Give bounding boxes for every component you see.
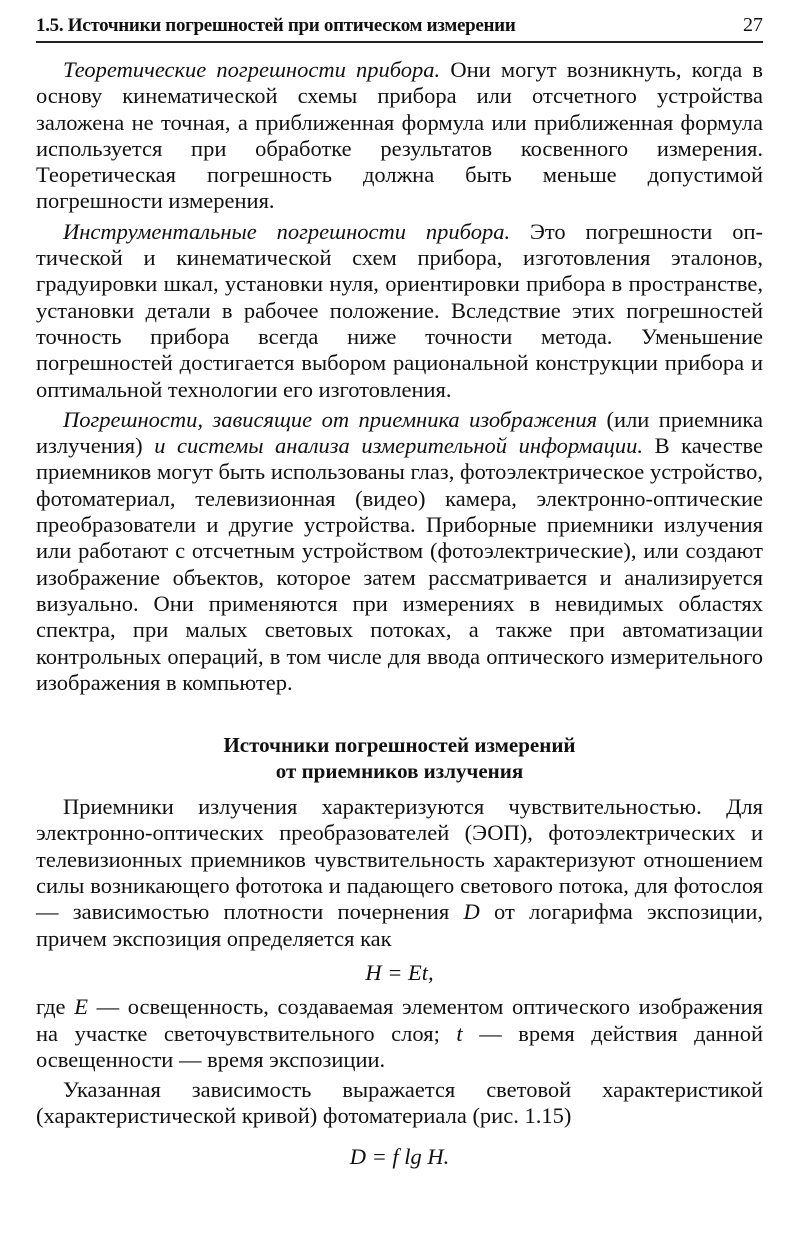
formula-exposure: H = Et, bbox=[365, 959, 434, 985]
paragraph-text: Приемники излучения характеризуются чувствительностью. Для электронно-оптических преобразователей (ЭОП), фотоэлектрических и телевизионных приемников чувствительность характеризуют отношением силы возникающего фототока и падающего светового потока, для фотослоя — зависимостью плотности почернения bbox=[36, 794, 763, 925]
paragraph-lead: Теоретические погрешности прибора. bbox=[63, 57, 441, 82]
paragraph-text: где bbox=[36, 994, 75, 1020]
paragraph-text: — время действия данной освещенности — время экспозиции. bbox=[36, 1020, 763, 1072]
paragraph-text: от логарифма экспозиции, причем экспозиция определяется как bbox=[36, 899, 763, 951]
document-page bbox=[36, 14, 763, 1178]
math-symbol: t bbox=[456, 1020, 463, 1046]
page-number: 27 bbox=[743, 14, 763, 36]
heading-line: Источники погрешностей измерений bbox=[223, 733, 576, 758]
paragraph-characteristic: Указанная зависимость выражается световой характеристикой (характеристической кривой) фотоматериала (рис. 1.15) bbox=[36, 1077, 763, 1129]
paragraph-lead: и системы анализа измерительной информации. bbox=[154, 433, 644, 459]
paragraph-receiver-errors bbox=[36, 407, 763, 696]
paragraph-text: (или приемника излучения) bbox=[36, 406, 763, 459]
heading-line: от приемников излучения bbox=[275, 759, 524, 784]
paragraph-where bbox=[36, 994, 763, 1073]
paragraph-instrumental-errors bbox=[36, 219, 763, 403]
formula-density: D = f lg H. bbox=[349, 1143, 450, 1169]
paragraph-theoretical-errors bbox=[36, 57, 763, 215]
math-symbol: D bbox=[463, 899, 480, 925]
paragraph-text: — освещенность, создаваемая элементом оптического изображения на участке светочувствительного слоя; bbox=[36, 994, 763, 1046]
paragraph-lead: Погрешности, зависящие от приемника изображения bbox=[63, 406, 598, 432]
paragraph-text: Это погрешности оптической и кинематической схем прибора, изготовления эталонов, градуировки шкал, установки нуля, ориентировки прибора в пространстве, установки детали в рабочее положение. Вследствие этих погрешностей точность прибора всегда ниже точности метода. Уменьшение погрешностей достигается выбором рациональной конструкции прибора и оптимальной технологии его изготовления. bbox=[36, 218, 763, 402]
paragraph-lead: Инструментальные погрешности прибора. bbox=[63, 218, 511, 244]
page-body bbox=[36, 57, 763, 1170]
paragraph-text: Они могут возникнуть, когда в основу кинематической схемы прибора или отсчетного устройства заложена не точная, а приближенная формула или приближенная формула используется при обработке результатов косвенного измерения. Теоретическая погрешность должна быть меньше допустимой погрешности измерения. bbox=[36, 57, 764, 214]
running-header-title: 1.5. Источники погрешностей при оптическом измерении bbox=[36, 15, 516, 36]
paragraph-sensitivity bbox=[36, 794, 763, 952]
section-heading bbox=[36, 732, 763, 784]
paragraph-text: В качестве приемников могут быть использованы глаз, фотоэлектрическое устройство, фотоматериал, телевизионная (видео) камера, электронно-оптические преобразователи и другие устройства. Приборные приемники излучения или работают с отсчетным устройством (фотоэлектрические), или создают изображение объектов, которое затем рассматривается и анализируется визуально. Они применяются при измерениях в невидимых областях спектра, при малых световых потоках, а также при автоматизации контрольных операций, в том числе для ввода оптического измерительного изображения в компьютер. bbox=[36, 433, 763, 695]
running-header bbox=[36, 14, 763, 43]
math-symbol: E bbox=[74, 994, 88, 1020]
